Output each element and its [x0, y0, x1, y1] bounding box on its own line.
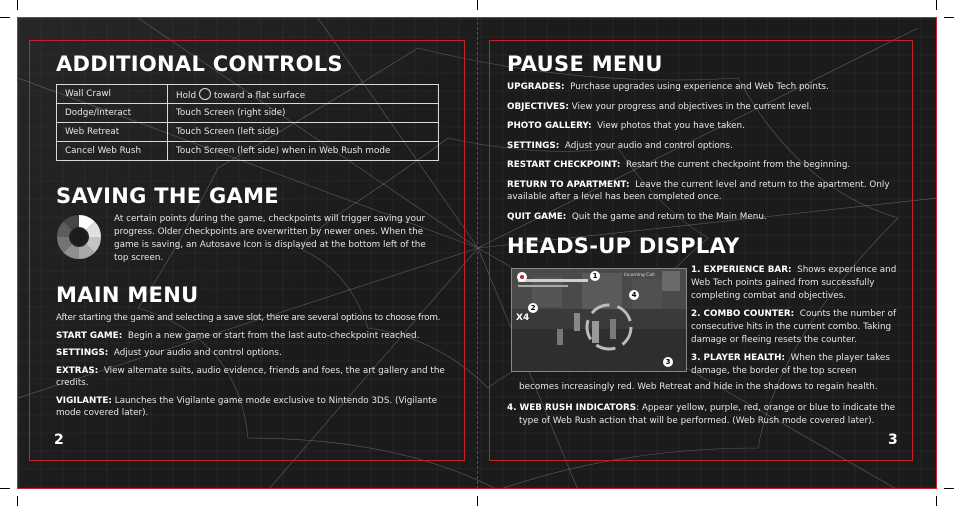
control-action: Wall Crawl [57, 85, 168, 104]
crop-mark [17, 496, 18, 506]
autosave-icon [56, 214, 102, 260]
control-input: Touch Screen (left side) when in Web Rush mode [168, 142, 439, 161]
saving-body: At certain points during the game, checkpoints will trigger saving your progress. Older checkpoints are overwritten by newer ones. When the game is saving, an Autosave Icon is displayed at the bottom left of the top screen. [114, 214, 426, 263]
list-item: START GAME: Begin a new game or start from the last auto-checkpoint reached. [56, 330, 420, 341]
crop-mark [944, 17, 954, 18]
crop-mark [936, 0, 937, 10]
hud-items-side [691, 264, 897, 378]
page-spine [477, 17, 478, 489]
page-number-right: 3 [888, 432, 898, 448]
controls-table [56, 84, 439, 161]
additional-controls-heading: ADDITIONAL CONTROLS [56, 52, 343, 76]
crop-mark [17, 0, 18, 10]
list-item: RETURN TO APARTMENT: Leave the current level and return to the apartment. Only available after a level has been completed once. [507, 179, 890, 202]
control-action: Dodge/Interact [57, 104, 168, 123]
pause-menu-heading: PAUSE MENU [507, 52, 663, 76]
crop-mark [0, 17, 10, 18]
list-item: SETTINGS: Adjust your audio and control options. [56, 348, 282, 358]
table-row [57, 142, 439, 161]
list-item: PHOTO GALLERY: View photos that you have taken. [507, 121, 745, 131]
list-item: QUIT GAME: Quit the game and return to the Main Menu. [507, 211, 767, 222]
incoming-call-label: Incoming Call [624, 273, 655, 278]
control-action: Web Retreat [57, 123, 168, 142]
table-row [57, 123, 439, 142]
list-item: 2. COMBO COUNTER: Counts the number of consecutive hits in the current combo. Taking damage or fleeing resets the counter. [691, 309, 897, 345]
hud-badge-1: 1 [590, 271, 600, 281]
crop-mark [936, 496, 937, 506]
hud-heading: HEADS-UP DISPLAY [507, 234, 740, 258]
list-item: OBJECTIVES: View your progress and objectives in the current level. [507, 101, 812, 112]
page-number-left: 2 [54, 432, 64, 448]
list-item: RESTART CHECKPOINT: Restart the current checkpoint from the beginning. [507, 160, 851, 170]
control-input: Hold toward a flat surface [168, 85, 439, 104]
control-input: Touch Screen (left side) [168, 123, 439, 142]
list-item: SETTINGS: Adjust your audio and control options. [507, 140, 733, 151]
hud-badge-2: 2 [528, 303, 538, 313]
crop-mark [0, 488, 10, 489]
saving-game-heading: SAVING THE GAME [56, 184, 279, 208]
hud-badge-4: 4 [629, 290, 639, 300]
main-menu-intro: After starting the game and selecting a save slot, there are several options to choose from. [56, 313, 441, 323]
hud-item-3-continued: becomes increasingly red. Web Retreat and hide in the shadows to regain health. [519, 382, 878, 392]
pause-menu-list [507, 81, 899, 228]
hud-badge-3: 3 [663, 357, 673, 367]
control-input: Touch Screen (right side) [168, 104, 439, 123]
list-item: 3. PLAYER HEALTH: When the player takes damage, the border of the top screen [691, 353, 890, 376]
crop-mark [477, 0, 478, 10]
control-action: Cancel Web Rush [57, 142, 168, 161]
main-menu-heading: MAIN MENU [56, 283, 199, 307]
list-item: VIGILANTE: Launches the Vigilante game mode exclusive to Nintendo 3DS. (Vigilante mode covered later). [56, 395, 438, 418]
table-row [57, 85, 439, 104]
main-menu-list [56, 312, 450, 425]
circle-pad-icon [199, 88, 211, 100]
crop-mark [944, 488, 954, 489]
table-row [57, 104, 439, 123]
list-item: 1. EXPERIENCE BAR: Shows experience and Web Tech points gained from successfully completing combat and objectives. [691, 265, 897, 301]
hud-item-4: 4. WEB RUSH INDICATORS: Appear yellow, purple, red, orange or blue to indicate the type of Web Rush action that will be performed. (Web Rush mode covered later). [507, 403, 896, 426]
crop-mark [477, 496, 478, 506]
spider-icon [516, 271, 528, 283]
hud-screenshot [511, 268, 687, 372]
hud-scene [512, 269, 686, 371]
list-item: UPGRADES: Purchase upgrades using experience and Web Tech points. [507, 82, 829, 92]
list-item: EXTRAS: View alternate suits, audio evidence, friends and foes, the art gallery and the credits. [56, 365, 445, 388]
combo-counter: X4 [516, 313, 530, 323]
